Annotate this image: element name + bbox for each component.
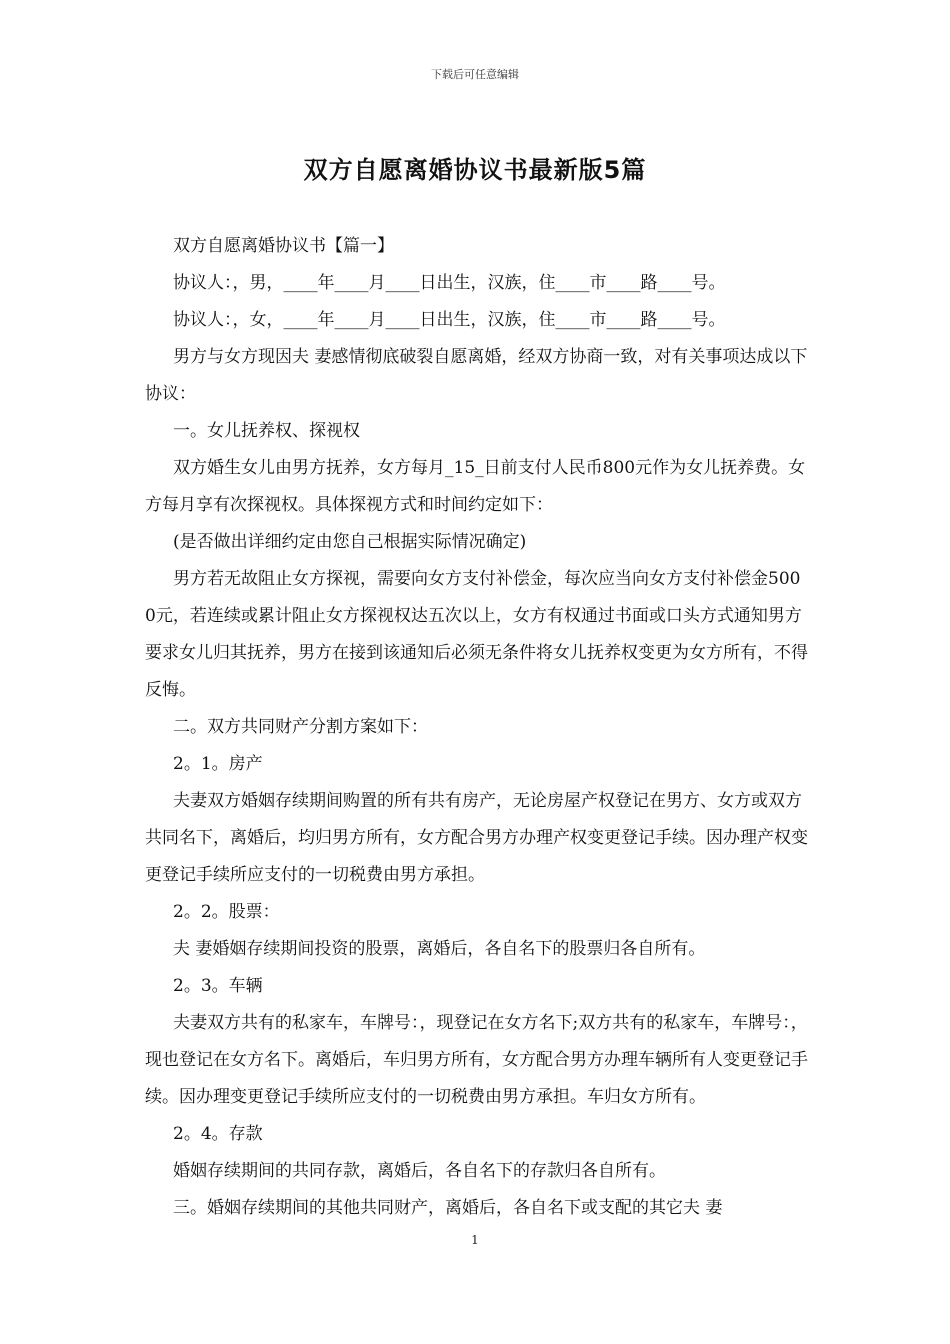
paragraph: 2。4。存款 [173,1124,263,1144]
paragraph: 2。1。房产 [173,754,263,774]
paragraph: 2。3。车辆 [173,976,263,996]
paragraph: 双方婚生女儿由男方抚养，女方每月_15_日前支付人民币800元作为女儿抚养费。女方每月享有次探视权。具体探视方式和时间约定如下： [145,458,806,515]
paragraph: 婚姻存续期间的共同存款，离婚后，各自名下的存款归各自所有。 [173,1161,666,1181]
paragraph: (是否做出详细约定由您自己根据实际情况确定) [173,532,527,552]
paragraph: 双方自愿离婚协议书【篇一】 [173,236,394,256]
paragraph: 2。2。股票： [173,902,280,922]
paragraph: 协议人：，女，____年____月____日出生，汉族，住____市____路____号。 [173,310,726,330]
document-body [145,228,810,1227]
paragraph: 夫妻双方共有的私家车，车牌号：，现登记在女方名下;双方共有的私家车，车牌号：，现也登记在女方名下。离婚后，车归男方所有，女方配合男方办理车辆所有人变更登记手续。因办理变更登记手续所应支付的一切税费由男方承担。车归女方所有。 [145,1013,808,1107]
paragraph: 夫 妻婚姻存续期间投资的股票，离婚后，各自名下的股票归各自所有。 [173,939,706,959]
paragraph: 男方若无故阻止女方探视，需要向女方支付补偿金，每次应当向女方支付补偿金5000元，若连续或累计阻止女方探视权达五次以上，女方有权通过书面或口头方式通知男方要求女儿归其抚养，男方在接到该通知后必须无条件将女儿抚养权变更为女方所有，不得反悔。 [145,569,808,700]
paragraph: 协议人：，男，____年____月____日出生，汉族，住____市____路____号。 [173,273,726,293]
document-title: 双方自愿离婚协议书最新版5篇 [303,156,647,184]
paragraph: 夫妻双方婚姻存续期间购置的所有共有房产，无论房屋产权登记在男方、女方或双方共同名下，离婚后，均归男方所有，女方配合男方办理产权变更登记手续。因办理产权变更登记手续所应支付的一切税费由男方承担。 [145,791,808,885]
paragraph: 一。女儿抚养权、探视权 [173,421,360,441]
paragraph: 二。双方共同财产分割方案如下： [173,717,428,737]
page-number: 1 [471,1233,479,1247]
header-note: 下载后可任意编辑 [431,68,519,81]
paragraph: 三。婚姻存续期间的其他共同财产，离婚后，各自名下或支配的其它夫 妻 [173,1198,723,1218]
paragraph: 男方与女方现因夫 妻感情彻底破裂自愿离婚，经双方协商一致，对有关事项达成以下协议： [145,347,808,404]
